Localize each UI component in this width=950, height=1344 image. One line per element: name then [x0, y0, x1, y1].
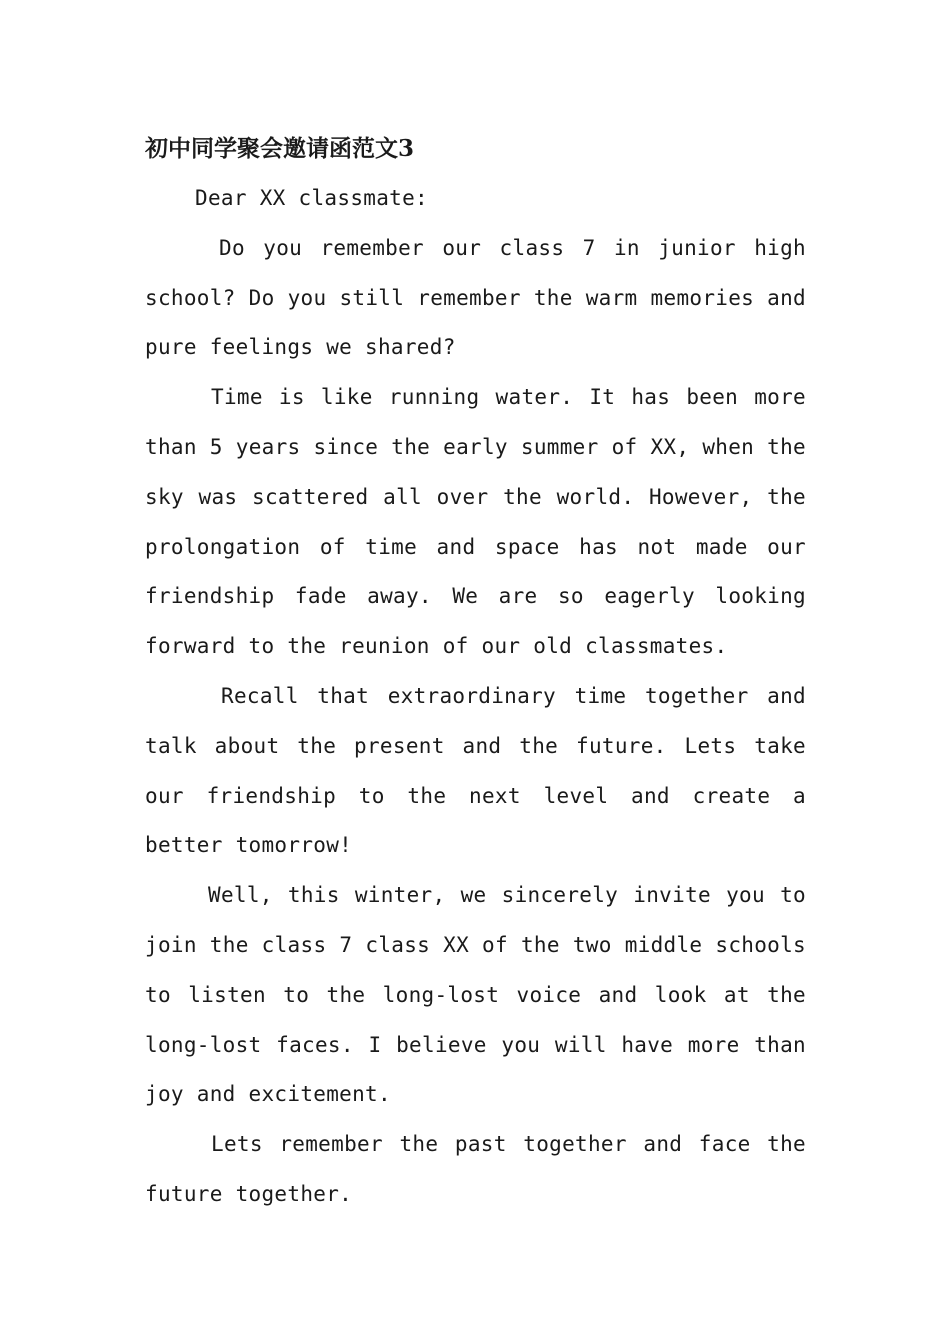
document-title: 初中同学聚会邀请函范文3 [145, 135, 415, 162]
salutation: Dear XX classmate: [195, 186, 428, 210]
paragraph: Lets remember the past together and face the future together. [145, 1132, 806, 1206]
paragraph: Do you remember our class 7 in junior high school? Do you still remember the warm memories and pure feelings we shared? [145, 235, 806, 360]
paragraph: Well, this winter, we sincerely invite you to join the class 7 class XX of the two middle schools to listen to the long-lost voice and look at the long-lost faces. I believe you will have more than joy and excitement. [145, 883, 806, 1107]
paragraph: Time is like running water. It has been more than 5 years since the early summer of XX, when the sky was scattered all over the world. However, the prolongation of time and space has not made our friendship fade away. We are so eagerly looking forward to the reunion of our old classmates. [145, 385, 806, 659]
paragraph: Recall that extraordinary time together and talk about the present and the future. Lets take our friendship to the next level and create a better tomorrow! [145, 683, 806, 858]
document-page [145, 124, 806, 1220]
